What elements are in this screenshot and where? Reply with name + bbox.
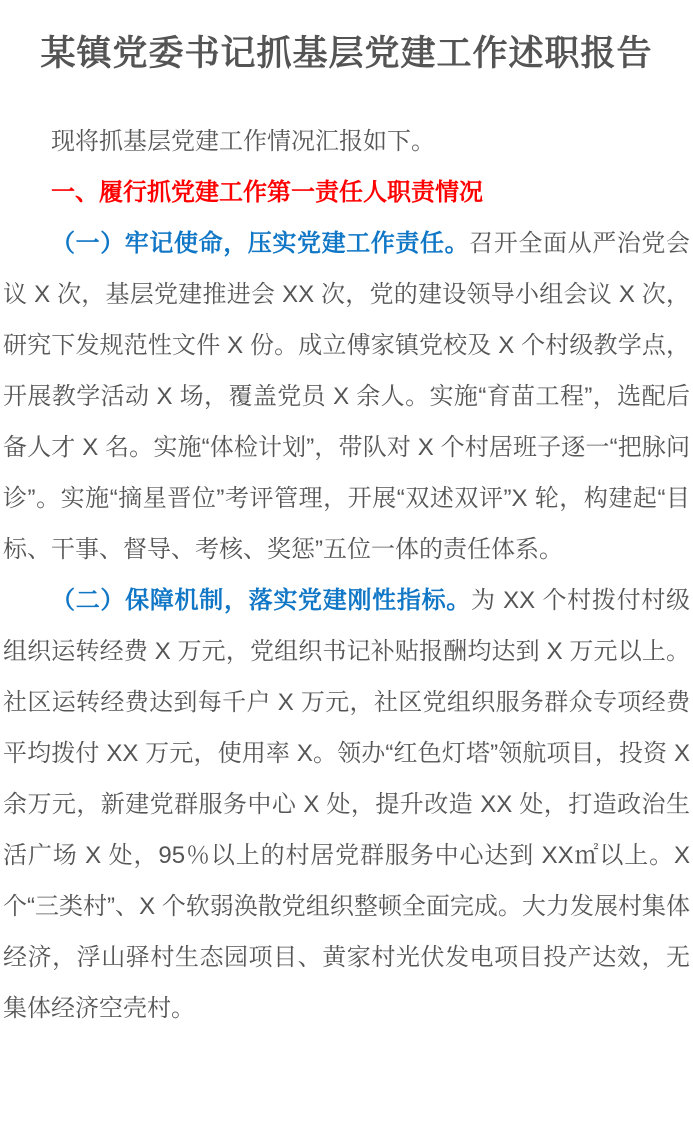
paragraph-guarantee: [3, 575, 690, 1034]
intro-paragraph: 现将抓基层党建工作情况汇报如下。: [51, 128, 435, 155]
paragraph-responsibility: [3, 218, 690, 575]
paragraph-2-text: 为 XX 个村拨付村级组织运转经费 X 万元，党组织书记补贴报酬均达到 X 万元以上。社区运转经费达到每千户 X 万元，社区党组织服务群众专项经费平均拨付 XX 万元，使用率 X。领办“红色灯塔”领航项目，投资 X 余万元，新建党群服务中心 X 处，提升改造 XX 处，打造政治生活广场 X 处，95％以上的村居党群服务中心达到 XX㎡以上。X 个“三类村”、X 个软弱涣散党组织整顿全面完成。大力发展村集体经济，浮山驿村生态园项目、黄家村光伏发电项目投产达效，无集体经济空壳村。: [3, 587, 690, 1022]
subheading-blue-2: （二）保障机制，落实党建刚性指标。: [51, 587, 471, 614]
section-heading-red: 一、履行抓党建工作第一责任人职责情况: [51, 179, 483, 206]
report-document: [0, 26, 693, 1044]
subheading-blue-1: （一）牢记使命，压实党建工作责任。: [51, 230, 470, 257]
paragraph-1-text: 召开全面从严治党会议 X 次，基层党建推进会 XX 次，党的建设领导小组会议 X 次，研究下发规范性文件 X 份。成立傅家镇党校及 X 个村级教学点，开展教学活动 X 场，覆盖党员 X 余人。实施“育苗工程”，选配后备人才 X 名。实施“体检计划”，带队对 X 个村居班子逐一“把脉问诊”。实施“摘星晋位”考评管理，开展“双述双评”X 轮，构建起“目标、干事、督导、考核、奖惩”五位一体的责任体系。: [3, 230, 691, 563]
page-title: 某镇党委书记抓基层党建工作述职报告: [40, 34, 653, 73]
